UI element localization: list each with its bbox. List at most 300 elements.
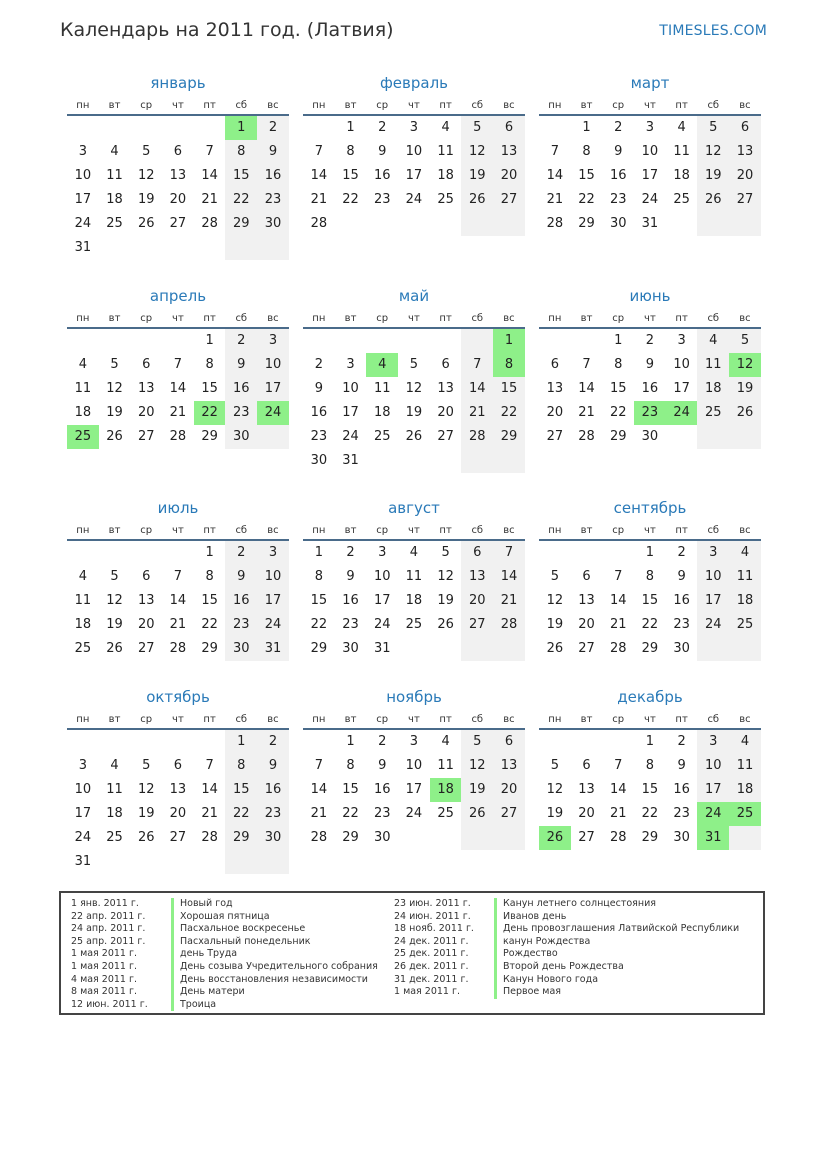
day-cell: 26 <box>729 401 761 425</box>
empty-cell <box>257 850 289 874</box>
weekday-header <box>67 310 289 329</box>
day-cell: 31 <box>373 641 391 656</box>
weekday-label: сб <box>235 525 248 536</box>
day-cell: 20 <box>461 589 493 613</box>
empty-cell <box>335 212 367 236</box>
weekday-label: вт <box>344 714 357 725</box>
day-grid <box>67 541 289 661</box>
empty-cell <box>303 329 335 353</box>
day-cell: 7 <box>582 357 591 372</box>
empty-cell <box>430 637 462 661</box>
legend-item <box>71 961 378 974</box>
day-cell: 29 <box>578 216 595 231</box>
day-cell: 5 <box>409 357 419 372</box>
day-cell: 24 <box>342 429 359 444</box>
weekday-label: ср <box>376 525 389 536</box>
day-cell: 8 <box>493 353 525 377</box>
day-cell: 29 <box>225 826 257 850</box>
site-link[interactable]: TIMESLES.COM <box>659 23 767 39</box>
day-cell: 13 <box>493 140 525 164</box>
weekday-label: вс <box>267 714 279 725</box>
month-name: июнь <box>629 287 671 305</box>
day-cell: 29 <box>609 429 627 444</box>
day-cell: 12 <box>546 782 564 797</box>
legend-item <box>71 923 378 936</box>
day-cell: 6 <box>550 357 559 372</box>
weekday-label: пн <box>548 313 562 324</box>
day-cell: 25 <box>729 613 761 637</box>
day-cell: 8 <box>314 569 323 584</box>
day-cell: 25 <box>67 425 99 449</box>
day-cell: 18 <box>697 377 729 401</box>
day-cell: 12 <box>405 381 423 396</box>
day-cell: 17 <box>373 593 391 608</box>
legend-holiday-name: День созыва Учредительного собрания <box>180 960 378 972</box>
day-cell: 24 <box>373 617 391 632</box>
legend-item <box>71 999 378 1012</box>
day-cell: 16 <box>225 377 257 401</box>
legend-color-bar <box>171 961 174 974</box>
day-cell: 10 <box>405 758 423 773</box>
day-cell: 30 <box>310 453 328 468</box>
day-cell: 8 <box>645 569 655 584</box>
weekday-label: сб <box>707 100 720 111</box>
day-cell: 27 <box>546 429 564 444</box>
day-cell: 28 <box>169 429 187 444</box>
day-cell: 29 <box>310 641 328 656</box>
legend-date: 31 дек. 2011 г. <box>394 973 469 985</box>
page-title: Календарь на 2011 год. (Латвия) <box>60 19 394 41</box>
empty-cell <box>67 329 99 353</box>
day-cell: 7 <box>614 758 623 773</box>
weekday-label: вт <box>580 313 593 324</box>
day-cell: 3 <box>697 541 729 565</box>
empty-cell <box>67 541 99 565</box>
day-cell: 15 <box>342 782 359 797</box>
day-cell: 20 <box>578 617 595 632</box>
legend-color-bar <box>494 961 497 974</box>
day-cell: 19 <box>106 405 123 420</box>
legend-item <box>394 948 739 961</box>
day-cell: 5 <box>441 545 450 560</box>
day-cell: 21 <box>201 806 218 821</box>
day-cell: 18 <box>74 405 92 420</box>
day-cell: 4 <box>110 144 119 159</box>
weekday-label: ср <box>612 525 625 536</box>
day-cell: 7 <box>173 569 183 584</box>
weekday-label: сб <box>235 100 248 111</box>
empty-cell <box>225 236 257 260</box>
legend-item <box>71 898 378 911</box>
day-cell: 9 <box>614 144 623 159</box>
month-11 <box>303 687 525 850</box>
weekday-label: чт <box>644 100 656 111</box>
weekday-label: пт <box>675 525 688 536</box>
day-cell: 25 <box>437 192 454 207</box>
day-cell: 2 <box>257 116 289 140</box>
day-cell: 20 <box>137 405 155 420</box>
empty-cell <box>398 212 430 236</box>
empty-cell <box>99 116 131 140</box>
legend-date: 1 мая 2011 г. <box>71 960 137 972</box>
day-cell: 11 <box>405 569 423 584</box>
day-cell: 7 <box>493 541 525 565</box>
day-cell: 23 <box>373 192 391 207</box>
day-cell: 27 <box>137 429 155 444</box>
day-cell: 15 <box>225 164 257 188</box>
weekday-label: пт <box>439 313 452 324</box>
legend-item <box>394 936 739 949</box>
day-cell: 24 <box>74 830 92 845</box>
day-cell: 23 <box>673 806 690 821</box>
day-grid <box>303 730 525 850</box>
day-cell: 4 <box>441 120 450 135</box>
day-cell: 2 <box>346 545 355 560</box>
day-grid <box>67 329 289 449</box>
weekday-label: пн <box>76 714 90 725</box>
legend-item <box>71 936 378 949</box>
legend-holiday-name: Иванов день <box>503 910 567 922</box>
day-cell: 31 <box>74 240 92 255</box>
day-cell: 14 <box>546 168 564 183</box>
day-cell: 19 <box>137 192 155 207</box>
weekday-label: ср <box>376 714 389 725</box>
day-cell: 11 <box>373 381 391 396</box>
legend-date: 25 дек. 2011 г. <box>394 948 469 960</box>
day-cell: 11 <box>697 353 729 377</box>
weekday-label: пт <box>675 100 688 111</box>
weekday-label: пн <box>76 313 90 324</box>
empty-cell <box>366 449 398 473</box>
day-cell: 24 <box>697 613 729 637</box>
day-cell: 20 <box>729 164 761 188</box>
day-cell: 14 <box>310 168 328 183</box>
day-cell: 14 <box>609 782 627 797</box>
day-cell: 8 <box>582 144 591 159</box>
day-cell: 17 <box>257 589 289 613</box>
legend-date: 8 мая 2011 г. <box>71 986 137 998</box>
day-cell: 21 <box>578 405 595 420</box>
day-cell: 2 <box>677 545 686 560</box>
day-cell: 12 <box>461 754 493 778</box>
day-grid <box>67 730 289 874</box>
day-cell: 4 <box>729 541 761 565</box>
empty-cell <box>461 449 493 473</box>
day-cell: 5 <box>550 569 559 584</box>
day-cell: 13 <box>169 168 187 183</box>
day-cell: 26 <box>437 617 454 632</box>
day-cell: 28 <box>609 830 627 845</box>
empty-cell <box>99 730 131 754</box>
day-grid <box>67 116 289 260</box>
day-cell: 7 <box>205 144 214 159</box>
weekday-label: сб <box>707 714 720 725</box>
day-cell: 27 <box>169 830 187 845</box>
day-cell: 12 <box>697 140 729 164</box>
day-cell: 20 <box>546 405 564 420</box>
day-cell: 5 <box>729 329 761 353</box>
empty-cell <box>493 637 525 661</box>
weekday-label: пн <box>76 100 90 111</box>
empty-cell <box>194 116 226 140</box>
day-cell: 9 <box>225 565 257 589</box>
day-cell: 7 <box>205 758 214 773</box>
day-cell: 12 <box>106 593 123 608</box>
weekday-label: вт <box>344 100 357 111</box>
day-cell: 30 <box>225 425 257 449</box>
day-cell: 23 <box>342 617 359 632</box>
day-cell: 14 <box>201 168 218 183</box>
weekday-label: пн <box>548 100 562 111</box>
day-cell: 3 <box>78 758 87 773</box>
legend-holiday-name: Канун Нового года <box>503 973 599 985</box>
weekday-label: сб <box>235 714 248 725</box>
day-cell: 24 <box>641 192 659 207</box>
empty-cell <box>430 449 462 473</box>
month-12 <box>539 687 761 850</box>
day-cell: 30 <box>257 212 289 236</box>
weekday-label: пн <box>312 525 326 536</box>
legend-item <box>394 923 739 936</box>
day-cell: 18 <box>729 778 761 802</box>
day-cell: 9 <box>257 140 289 164</box>
day-cell: 10 <box>405 144 423 159</box>
legend-color-bar <box>171 936 174 949</box>
day-cell: 10 <box>641 144 659 159</box>
day-cell: 10 <box>74 168 92 183</box>
day-cell: 8 <box>645 758 655 773</box>
weekday-label: вс <box>739 714 751 725</box>
weekday-label: вс <box>503 100 515 111</box>
month-8 <box>303 498 525 661</box>
legend-column-right <box>394 898 739 999</box>
empty-cell <box>461 826 493 850</box>
day-cell: 2 <box>378 734 387 749</box>
legend-date: 24 июн. 2011 г. <box>394 910 471 922</box>
weekday-label: пн <box>548 714 562 725</box>
month-name: ноябрь <box>386 688 442 706</box>
day-cell: 21 <box>169 405 187 420</box>
day-cell: 15 <box>578 168 595 183</box>
day-cell: 13 <box>546 381 564 396</box>
day-cell: 27 <box>169 216 187 231</box>
legend-item <box>71 911 378 924</box>
day-cell: 1 <box>614 333 623 348</box>
legend-item <box>394 986 739 999</box>
weekday-label: вт <box>108 714 121 725</box>
day-cell: 16 <box>257 778 289 802</box>
day-cell: 19 <box>437 593 454 608</box>
legend-item <box>394 898 739 911</box>
day-cell: 8 <box>225 754 257 778</box>
day-cell: 4 <box>677 120 686 135</box>
day-cell: 18 <box>106 806 123 821</box>
day-cell: 5 <box>142 758 151 773</box>
day-cell: 1 <box>493 329 525 353</box>
legend-item <box>71 974 378 987</box>
empty-cell <box>99 236 131 260</box>
legend-date: 4 мая 2011 г. <box>71 973 137 985</box>
weekday-header <box>539 522 761 541</box>
day-cell: 1 <box>582 120 591 135</box>
empty-cell <box>194 236 226 260</box>
month-name: сентябрь <box>613 499 687 517</box>
empty-cell <box>398 449 430 473</box>
weekday-label: ср <box>140 313 153 324</box>
legend-date: 26 дек. 2011 г. <box>394 960 469 972</box>
empty-cell <box>303 116 335 140</box>
day-cell: 1 <box>205 333 214 348</box>
legend-date: 1 мая 2011 г. <box>71 948 137 960</box>
empty-cell <box>539 116 571 140</box>
weekday-label: сб <box>707 525 720 536</box>
day-cell: 6 <box>441 357 450 372</box>
empty-cell <box>539 329 571 353</box>
weekday-label: пт <box>439 714 452 725</box>
day-cell: 23 <box>225 401 257 425</box>
weekday-label: пт <box>203 313 216 324</box>
day-cell: 17 <box>74 192 92 207</box>
day-cell: 9 <box>225 353 257 377</box>
day-cell: 21 <box>310 806 328 821</box>
day-cell: 17 <box>257 377 289 401</box>
day-cell: 9 <box>677 758 686 773</box>
empty-cell <box>130 236 162 260</box>
day-cell: 5 <box>110 357 119 372</box>
day-cell: 4 <box>366 353 398 377</box>
day-cell: 12 <box>137 782 155 797</box>
month-9 <box>539 498 761 661</box>
day-cell: 23 <box>310 429 328 444</box>
weekday-label: чт <box>172 313 184 324</box>
empty-cell <box>461 637 493 661</box>
weekday-label: чт <box>644 525 656 536</box>
weekday-label: вт <box>580 714 593 725</box>
empty-cell <box>67 730 99 754</box>
month-4 <box>67 286 289 449</box>
day-cell: 10 <box>257 353 289 377</box>
month-name: январь <box>150 74 206 92</box>
month-3 <box>539 73 761 236</box>
empty-cell <box>729 212 761 236</box>
day-cell: 8 <box>346 144 355 159</box>
day-cell: 17 <box>342 405 359 420</box>
day-cell: 16 <box>609 168 627 183</box>
day-cell: 25 <box>673 192 690 207</box>
legend-color-bar <box>171 986 174 999</box>
day-cell: 16 <box>373 168 391 183</box>
day-cell: 9 <box>346 569 355 584</box>
day-cell: 19 <box>546 617 564 632</box>
weekday-label: чт <box>408 525 420 536</box>
month-5 <box>303 286 525 473</box>
empty-cell <box>539 730 571 754</box>
day-cell: 6 <box>173 144 183 159</box>
day-cell: 26 <box>461 188 493 212</box>
weekday-label: вт <box>580 100 593 111</box>
weekday-header <box>303 711 525 730</box>
day-cell: 1 <box>225 116 257 140</box>
day-cell: 11 <box>74 593 92 608</box>
month-2 <box>303 73 525 236</box>
day-cell: 30 <box>641 429 659 444</box>
day-cell: 23 <box>257 188 289 212</box>
day-cell: 13 <box>137 381 155 396</box>
empty-cell <box>99 850 131 874</box>
weekday-header <box>303 97 525 116</box>
day-cell: 6 <box>582 569 591 584</box>
day-cell: 27 <box>493 188 525 212</box>
day-cell: 15 <box>201 381 218 396</box>
day-cell: 19 <box>697 164 729 188</box>
day-cell: 14 <box>461 377 493 401</box>
weekday-label: ср <box>140 525 153 536</box>
day-grid <box>539 329 761 449</box>
weekday-label: пн <box>76 525 90 536</box>
day-cell: 2 <box>677 734 686 749</box>
day-cell: 13 <box>729 140 761 164</box>
weekday-label: вс <box>267 313 279 324</box>
day-cell: 27 <box>578 641 595 656</box>
empty-cell <box>366 212 398 236</box>
day-cell: 2 <box>225 541 257 565</box>
day-cell: 5 <box>461 730 493 754</box>
day-cell: 25 <box>74 641 92 656</box>
day-cell: 5 <box>461 116 493 140</box>
legend-color-bar <box>494 986 497 999</box>
day-cell: 15 <box>609 381 627 396</box>
day-cell: 26 <box>461 802 493 826</box>
day-cell: 27 <box>493 802 525 826</box>
day-cell: 19 <box>546 806 564 821</box>
day-cell: 23 <box>373 806 391 821</box>
day-cell: 4 <box>78 357 87 372</box>
weekday-header <box>303 310 525 329</box>
day-cell: 9 <box>677 569 686 584</box>
day-cell: 6 <box>142 569 151 584</box>
day-cell: 26 <box>697 188 729 212</box>
legend-holiday-name: Новый год <box>180 898 233 909</box>
empty-cell <box>130 116 162 140</box>
day-cell: 12 <box>546 593 564 608</box>
empty-cell <box>697 212 729 236</box>
day-cell: 31 <box>257 637 289 661</box>
legend-holiday-name: Рождество <box>503 948 558 960</box>
day-cell: 27 <box>578 830 595 845</box>
day-cell: 28 <box>201 216 218 231</box>
day-cell: 26 <box>546 641 564 656</box>
day-cell: 14 <box>169 593 187 608</box>
legend-holiday-name: Троица <box>180 998 217 1010</box>
day-cell: 18 <box>437 168 454 183</box>
day-cell: 12 <box>437 569 454 584</box>
weekday-label: вт <box>344 525 357 536</box>
weekday-label: чт <box>172 525 184 536</box>
day-cell: 4 <box>78 569 87 584</box>
day-cell: 9 <box>257 754 289 778</box>
legend-holiday-name: День матери <box>180 986 245 998</box>
day-grid <box>539 116 761 236</box>
legend-color-bar <box>494 898 497 911</box>
day-cell: 30 <box>673 641 690 656</box>
day-cell: 29 <box>201 641 218 656</box>
day-cell: 23 <box>225 613 257 637</box>
day-cell: 11 <box>106 782 123 797</box>
day-cell: 8 <box>205 569 214 584</box>
day-cell: 10 <box>673 357 690 372</box>
day-cell: 9 <box>314 381 323 396</box>
day-cell: 25 <box>106 830 123 845</box>
